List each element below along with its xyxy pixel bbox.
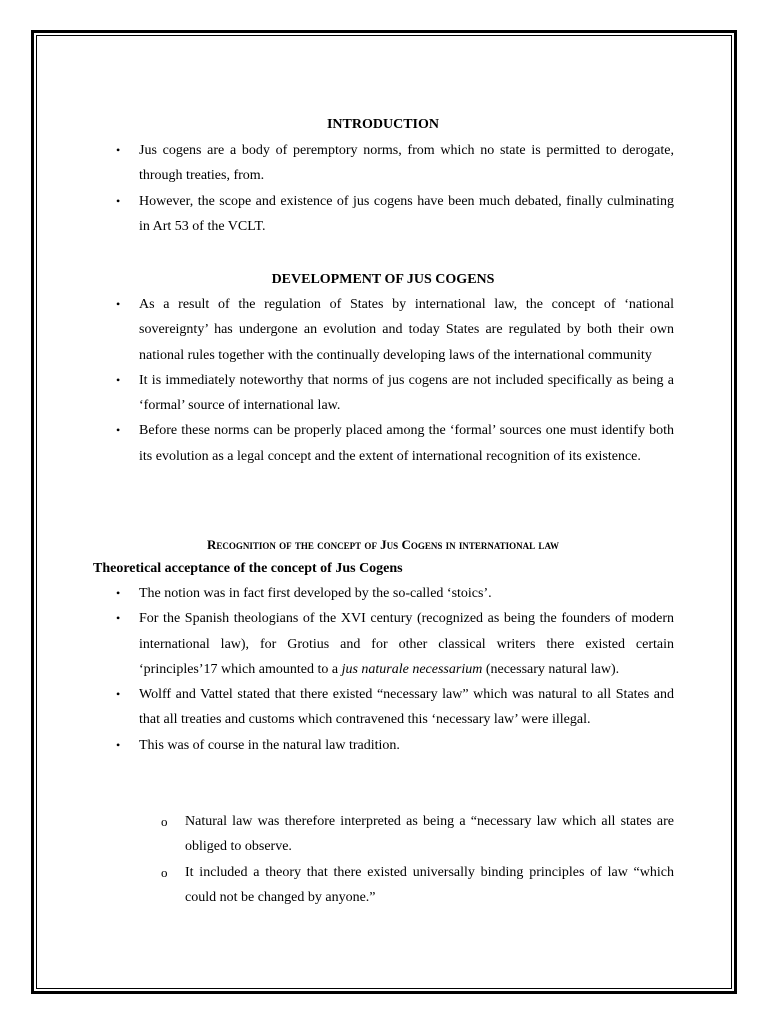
theoretical-acceptance-subheading: Theoretical acceptance of the concept of Jus Cogens <box>93 561 403 576</box>
bullet-icon: • <box>116 143 121 157</box>
development-heading: DEVELOPMENT OF JUS COGENS <box>271 272 495 287</box>
bullet-icon: • <box>116 193 121 208</box>
list-item: • The notion was in fact first developed by the so-called ‘stoics’. <box>93 581 674 606</box>
bullet-icon: • <box>116 687 121 702</box>
sub-list-item: o Natural law was therefore interpreted as being a “necessary law which all states are obliged to observe. <box>93 809 674 860</box>
list-item: • However, the scope and existence of jus cogens have been much debated, finally culminating in Art 53 of the VCLT. <box>93 189 674 240</box>
sub-list-item: o It included a theory that there existed universally binding principles of law “which could not be changed by anyone.” <box>93 860 674 911</box>
list-item: • For the Spanish theologians of the XVI century (recognized as being the founders of modern international law), for Grotius and for other classical writers there existed certain ‘principles’17 which amounted to a jus naturale necessarium (necessary natural law). <box>93 606 674 682</box>
italic-term: jus naturale necessarium <box>341 661 483 677</box>
natural-law-sub-list <box>93 809 674 910</box>
bullet-icon: • <box>116 611 121 626</box>
list-item: • Jus cogens are a body of peremptory norms, from which no state is permitted to derogate, through treaties, from. <box>93 138 674 189</box>
list-item: • This was of course in the natural law tradition. <box>93 733 674 758</box>
recognition-list <box>93 581 674 758</box>
recognition-heading: Recognition of the concept of Jus Cogens in international law <box>207 537 559 552</box>
circle-bullet-icon: o <box>161 864 168 880</box>
introduction-list <box>93 138 674 239</box>
list-item: • As a result of the regulation of States by international law, the concept of ‘national sovereignty’ has undergone an evolution and today States are regulated by both their own national rules together with the continually developing laws of the international community <box>93 292 674 368</box>
development-list <box>93 292 674 469</box>
bullet-icon: • <box>116 297 121 311</box>
bullet-icon: • <box>116 737 121 752</box>
list-item: • Wolff and Vattel stated that there existed “necessary law” which was natural to all States and that all treaties and customs which contravened this ‘necessary law’ were illegal. <box>93 682 674 733</box>
list-item: • It is immediately noteworthy that norms of jus cogens are not included specifically as being a ‘formal’ source of international law. <box>93 368 674 419</box>
introduction-heading: INTRODUCTION <box>326 117 439 132</box>
bullet-icon: • <box>116 586 121 600</box>
bullet-icon: • <box>116 423 121 438</box>
circle-bullet-icon: o <box>161 814 168 829</box>
list-item: • Before these norms can be properly placed among the ‘formal’ sources one must identify both its evolution as a legal concept and the extent of international recognition of its existence. <box>93 418 674 469</box>
bullet-icon: • <box>116 372 121 387</box>
